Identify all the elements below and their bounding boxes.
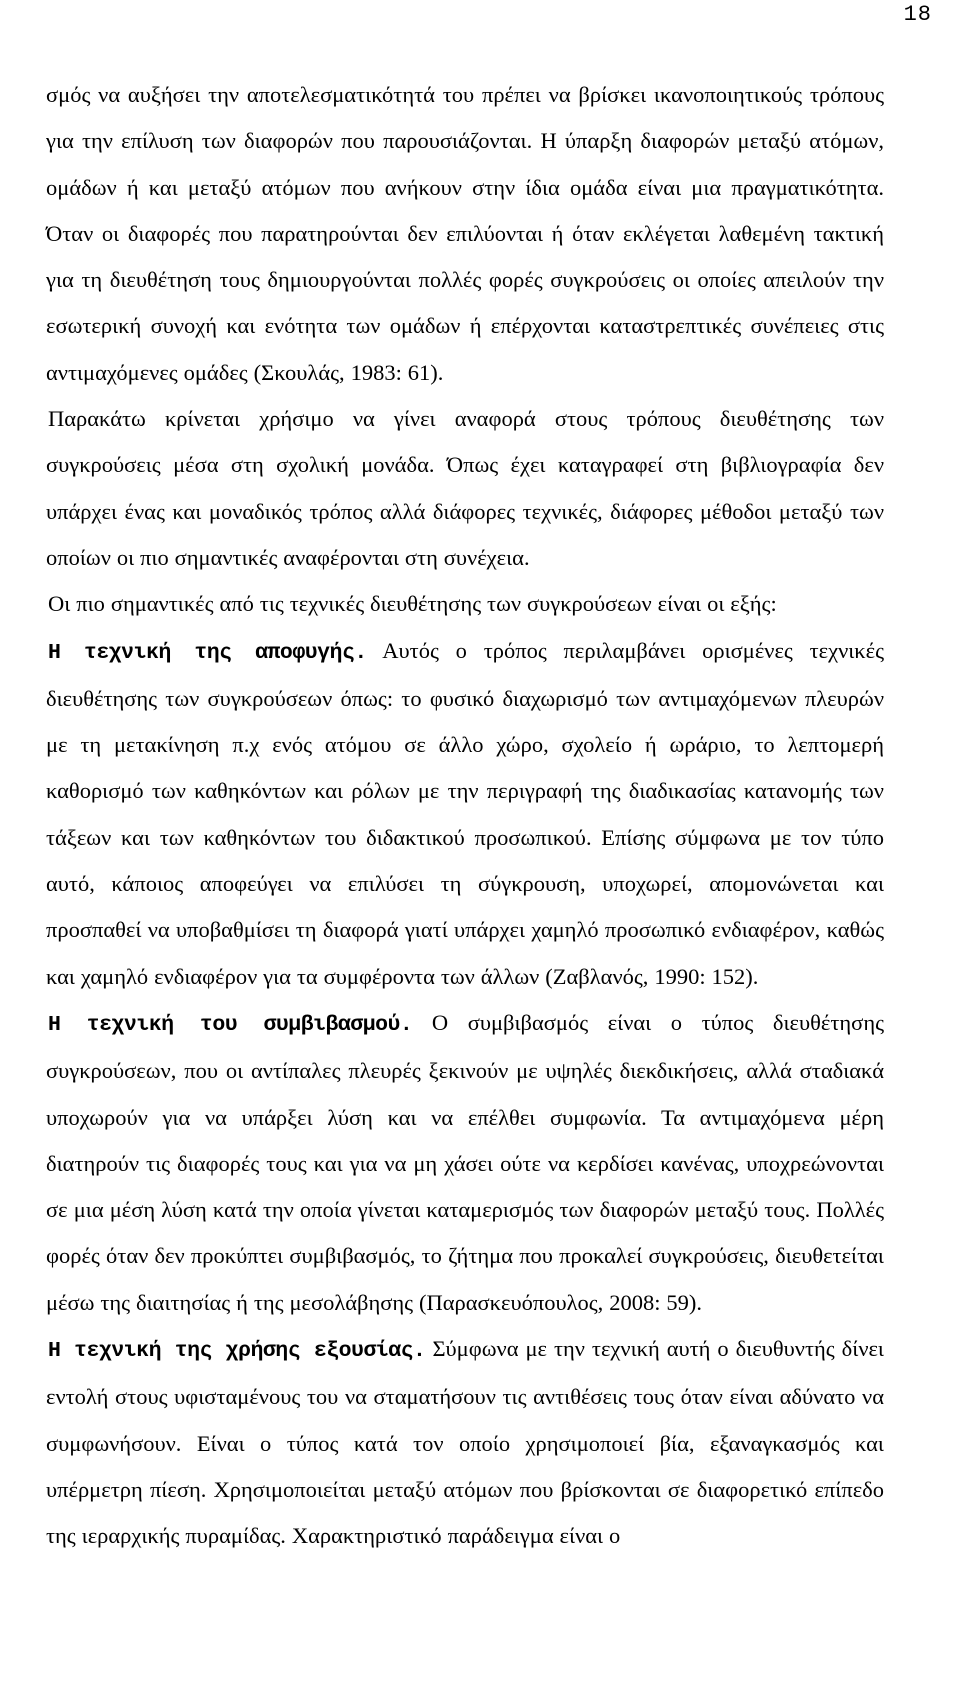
section-heading-avoidance: Η τεχνική της αποφυγής. [48, 640, 367, 665]
section-heading-authority: Η τεχνική της χρήσης εξουσίας. [48, 1339, 426, 1364]
paragraph-techniques-list-intro: Οι πιο σημαντικές από τις τεχνικές διευθέτησης των συγκρούσεων είναι οι εξής: [48, 591, 777, 617]
page-number: 18 [903, 2, 932, 27]
section-compromise [46, 1000, 884, 1326]
section-avoidance [46, 628, 884, 1000]
paragraph-intro: σμός να αυξήσει την αποτελεσματικότητά του πρέπει να βρίσκει ικανοποιητικούς τρόπους για την επίλυση των διαφορών που παρουσιάζονται. Η ύπαρξη διαφορών μεταξύ ατόμων, ομάδων ή και μεταξύ ατόμων που ανήκουν στην ίδια ομάδα είναι μια πραγματικότητα. Όταν οι διαφορές που παρατηρούνται δεν επιλύονται ή όταν εκλέγεται λαθεμένη τακτική για τη διευθέτηση τους δημιουργούνται πολλές φορές συγκρούσεις οι οποίες απειλούν την εσωτερική συνοχή και ενότητα των ομάδων ή επέρχονται καταστρεπτικές συνέπειες στις αντιμαχόμενες ομάδες (Σκουλάς, 1983: 61). [46, 82, 884, 385]
section-text-compromise: Ο συμβιβασμός είναι ο τύπος διευθέτησης συγκρούσεων, που οι αντίπαλες πλευρές ξεκινούν με υψηλές διεκδικήσεις, αλλά σταδιακά υποχωρούν για να υπάρξει λύση και να επέλθει συμφωνία. Τα αντιμαχόμενα μέρη διατηρούν τις διαφορές τους και για να μη χάσει ούτε να κερδίσει κανένας, υποχρεώνονται σε μια μέση λύση κατά την οποία γίνεται καταμερισμός των διαφορών μεταξύ τους. Πολλές φορές όταν δεν προκύπτει συμβιβασμός, το ζήτημα που προκαλεί συγκρούσεις, διευθετείται μέσω της διαιτησίας ή της μεσολάβησης (Παρασκευόπουλος, 2008: 59). [46, 1009, 884, 1315]
section-authority [46, 1326, 884, 1559]
section-text-authority: Σύμφωνα με την τεχνική αυτή ο διευθυντής δίνει εντολή στους υφισταμένους του να σταματήσουν τις αντιθέσεις τους όταν είναι αδύνατο να συμφωνήσουν. Είναι ο τύπος κατά τον οποίο χρησιμοποιεί βία, εξαναγκασμός και υπέρμετρη πίεση. Χρησιμοποιείται μεταξύ ατόμων που βρίσκονται σε διαφορετικό επίπεδο της ιεραρχικής πυραμίδας. Χαρακτηριστικό παράδειγμα είναι ο [46, 1336, 884, 1549]
section-text-avoidance: Αυτός ο τρόπος περιλαμβάνει ορισμένες τεχνικές διευθέτησης των συγκρούσεων όπως: το φυσικό διαχωρισμό των αντιμαχόμενων πλευρών με τη μετακίνηση π.χ ενός ατόμου σε άλλο χώρο, σχολείο ή ωράριο, το λεπτομερή καθορισμό των καθηκόντων και ρόλων με την περιγραφή της διαδικασίας κατανομής των τάξεων και των καθηκόντων του διδακτικού προσωπικού. Επίσης σύμφωνα με τον τύπο αυτό, κάποιος αποφεύγει να επιλύσει τη σύγκρουση, υποχωρεί, απομονώνεται και προσπαθεί να υποβαθμίσει τη διαφορά γιατί υπάρχει χαμηλό προσωπικό ενδιαφέρον, καθώς και χαμηλό ενδιαφέρον για τα συμφέροντα των άλλων (Ζαβλανός, 1990: 152). [46, 637, 884, 989]
document-body [46, 72, 884, 1560]
paragraph-techniques-overview: Παρακάτω κρίνεται χρήσιμο να γίνει αναφορά στους τρόπους διευθέτησης των συγκρούσεις μέσα στη σχολική μονάδα. Όπως έχει καταγραφεί στη βιβλιογραφία δεν υπάρχει ένας και μοναδικός τρόπος αλλά διάφορες τεχνικές, διάφορες μέθοδοι μεταξύ των οποίων οι πιο σημαντικές αναφέρονται στη συνέχεια. [46, 406, 884, 570]
section-heading-compromise: Η τεχνική του συμβιβασμού. [48, 1012, 413, 1037]
